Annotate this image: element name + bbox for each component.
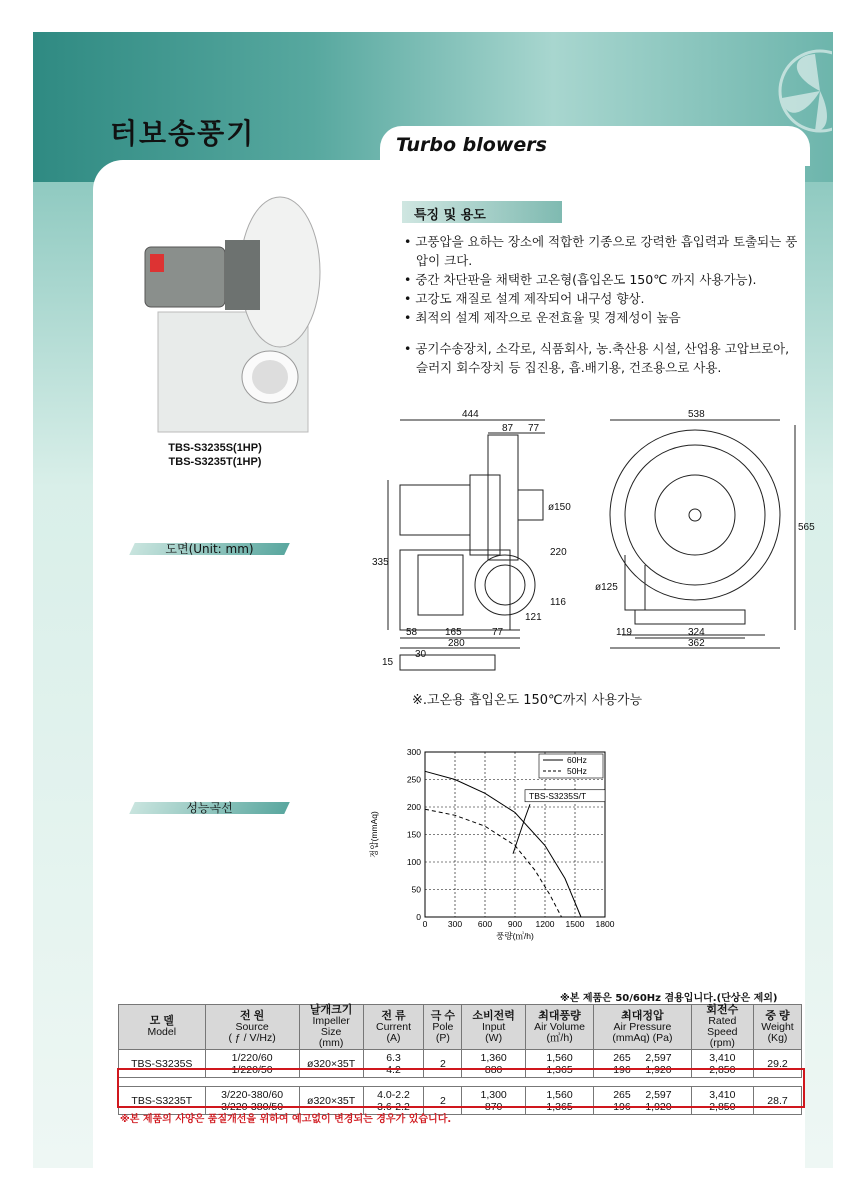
dim-label: 15 bbox=[382, 657, 394, 668]
y-tick-label: 250 bbox=[406, 774, 421, 785]
y-tick-label: 150 bbox=[406, 829, 421, 840]
table-row: TBS-S3235T 3/220-380/60 3/220-380/50 ø320×35T 4.0-2.2 3.6-2.2 2 1,300 870 1,560 1,365 265 2,597 196 1,920 3,410 2,850 28.7 bbox=[119, 1087, 802, 1115]
legend-label: 60Hz bbox=[567, 755, 587, 765]
dim-label: 280 bbox=[448, 638, 465, 649]
dim-label: 565 bbox=[798, 522, 815, 533]
x-tick-label: 1500 bbox=[565, 919, 585, 929]
page-title-english: Turbo blowers bbox=[396, 134, 547, 156]
y-tick-label: 50 bbox=[411, 884, 421, 895]
dim-label: 30 bbox=[415, 649, 427, 660]
feature-uses: • 공기수송장치, 소각로, 식품회사, 농.축산용 시설, 산업용 고압브로아, 슬러지 회수장치 등 집진용, 흡.배기용, 건조용으로 사용. bbox=[404, 341, 790, 375]
legend-label: 50Hz bbox=[567, 766, 587, 776]
y-tick-label: 100 bbox=[406, 857, 421, 867]
chart-annotation: TBS-S3235S/T bbox=[529, 790, 587, 801]
y-tick-label: 300 bbox=[406, 747, 421, 757]
spec-note: ※본 제품은 50/60Hz 겸용입니다.(단상은 제외) bbox=[560, 993, 778, 1004]
x-tick-label: 1200 bbox=[535, 919, 555, 929]
y-axis-label: 정압(mmAq) bbox=[369, 811, 379, 858]
dim-label: 165 bbox=[445, 627, 462, 638]
dim-label: 444 bbox=[462, 409, 479, 420]
section-label-curve: 성능곡선 bbox=[132, 800, 287, 816]
features-list bbox=[404, 232, 804, 377]
x-tick-label: 900 bbox=[507, 919, 523, 929]
dim-label: 362 bbox=[688, 638, 705, 649]
series-line bbox=[425, 809, 562, 917]
dim-label: 87 bbox=[502, 423, 514, 434]
model-caption bbox=[145, 441, 285, 469]
dim-label: 119 bbox=[616, 627, 632, 638]
dim-label: 538 bbox=[688, 409, 705, 420]
dim-label: ø125 bbox=[595, 582, 618, 593]
dim-label: 220 bbox=[550, 547, 567, 558]
performance-chart bbox=[365, 742, 645, 947]
highlight-box bbox=[117, 1068, 805, 1108]
dim-label: 77 bbox=[492, 627, 504, 638]
operating-line bbox=[513, 804, 530, 854]
dim-label: 121 bbox=[525, 612, 542, 623]
x-tick-label: 1800 bbox=[595, 919, 615, 929]
x-tick-label: 0 bbox=[422, 919, 428, 929]
dim-label: 116 bbox=[550, 597, 566, 608]
dim-label: 77 bbox=[528, 423, 540, 434]
feature-item: • 중간 차단판을 채택한 고온형(흡입온도 150℃ 까지 사용가능). bbox=[404, 272, 757, 287]
y-tick-label: 200 bbox=[406, 802, 421, 812]
y-tick-label: 0 bbox=[416, 912, 421, 922]
dim-label: 58 bbox=[406, 627, 418, 638]
spec-header-row: 모 델 Model 전 원 Source ( ƒ / V/Hz) 날개크기 Impeller Size (mm) 전 류 Current (A) 극 수 Pole (P) 소비전력 Input (W) 최대풍량 Air Volume (㎥/h) 최대정압 Air Pressure (mmAq) (Pa) 회전수 Rated Speed (rpm) 중 량 Weight (Kg) bbox=[119, 1005, 802, 1050]
dim-label: ø150 bbox=[548, 502, 571, 513]
section-label-drawing: 도면(Unit: mm) bbox=[132, 541, 287, 557]
feature-item: • 최적의 설계 제작으로 운전효율 및 경제성이 높음 bbox=[404, 310, 681, 325]
x-tick-label: 300 bbox=[447, 919, 463, 929]
model-name-t: TBS-S3235T(1HP) bbox=[168, 456, 262, 468]
drawing-note: ※.고온용 흡입온도 150℃까지 사용가능 bbox=[412, 693, 643, 708]
x-tick-label: 600 bbox=[477, 919, 493, 929]
table-row: TBS-S3235S 1/220/60 1/220/50 ø320×35T 6.3 4.2 2 1,360 880 1,560 1,365 265 2,597 196 1,920 3,410 2,850 29.2 bbox=[119, 1050, 802, 1078]
x-axis-label: 풍량(㎥/h) bbox=[496, 931, 534, 941]
feature-item: • 고풍압을 요하는 장소에 적합한 기종으로 강력한 흡입력과 토출되는 풍압이 크다. bbox=[404, 234, 798, 268]
features-heading: 특징 및 용도 bbox=[402, 201, 562, 223]
dim-label: 324 bbox=[688, 627, 705, 638]
product-photo bbox=[140, 192, 330, 437]
technical-drawing bbox=[370, 405, 815, 695]
feature-item: • 고강도 재질로 설계 제작되어 내구성 향상. bbox=[404, 291, 645, 306]
dim-label: 335 bbox=[372, 557, 389, 568]
page-title-korean: 터보송풍기 bbox=[110, 117, 256, 150]
bottom-note: ※본 제품의 사양은 품질개선을 위하여 예고없이 변경되는 경우가 있습니다. bbox=[120, 1114, 452, 1125]
model-name-s: TBS-S3235S(1HP) bbox=[168, 442, 262, 454]
